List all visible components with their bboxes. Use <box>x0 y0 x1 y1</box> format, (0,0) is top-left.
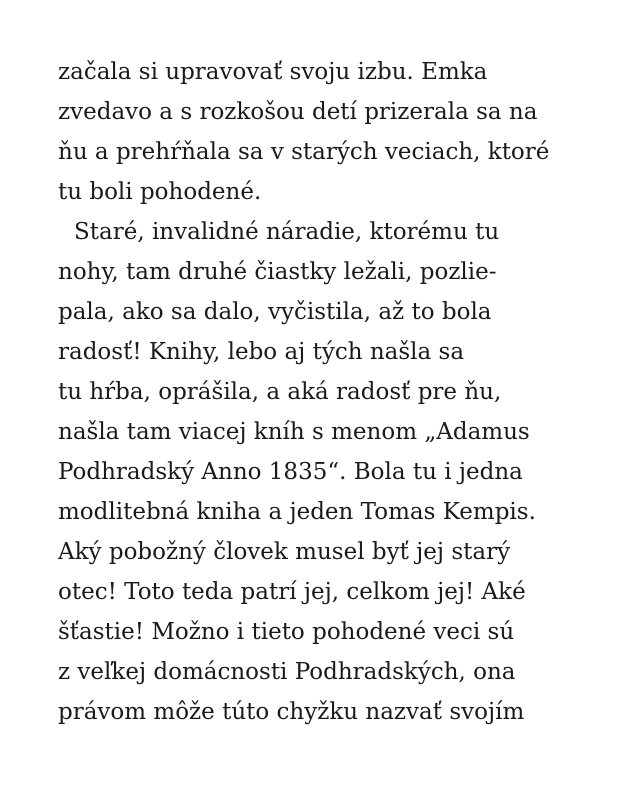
text-line: našla tam viacej kníh s menom „Adamus <box>58 419 530 445</box>
text-line: začala si upravovať svoju izbu. Emka <box>58 59 488 85</box>
body-text <box>58 52 618 732</box>
text-line: otec! Toto teda patrí jej, celkom jej! Aké <box>58 579 526 605</box>
text-line: z veľkej domácnosti Podhradských, ona <box>58 659 516 685</box>
text-line: právom môže túto chyžku nazvať svojím <box>58 699 525 725</box>
text-line: zvedavo a s rozkošou detí prizerala sa na <box>58 99 538 125</box>
text-line: ňu a prehŕňala sa v starých veciach, ktoré <box>58 139 550 165</box>
text-line: Aký pobožný človek musel byť jej starý <box>58 539 511 565</box>
paragraph-start-line: Staré, invalidné náradie, ktorému tu <box>74 219 500 245</box>
text-line: modlitebná kniha a jeden Tomas Kempis. <box>58 499 536 525</box>
text-line: pala, ako sa dalo, vyčistila, až to bola <box>58 299 492 325</box>
text-line: šťastie! Možno i tieto pohodené veci sú <box>58 619 515 645</box>
text-line: Podhradský Anno 1835“. Bola tu i jedna <box>58 459 523 485</box>
text-line: tu hŕba, oprášila, a aká radosť pre ňu, <box>58 379 502 405</box>
text-line: radosť! Knihy, lebo aj tých našla sa <box>58 339 465 365</box>
text-line: tu boli pohodené. <box>58 179 262 205</box>
text-line: nohy, tam druhé čiastky ležali, pozlie- <box>58 259 497 285</box>
